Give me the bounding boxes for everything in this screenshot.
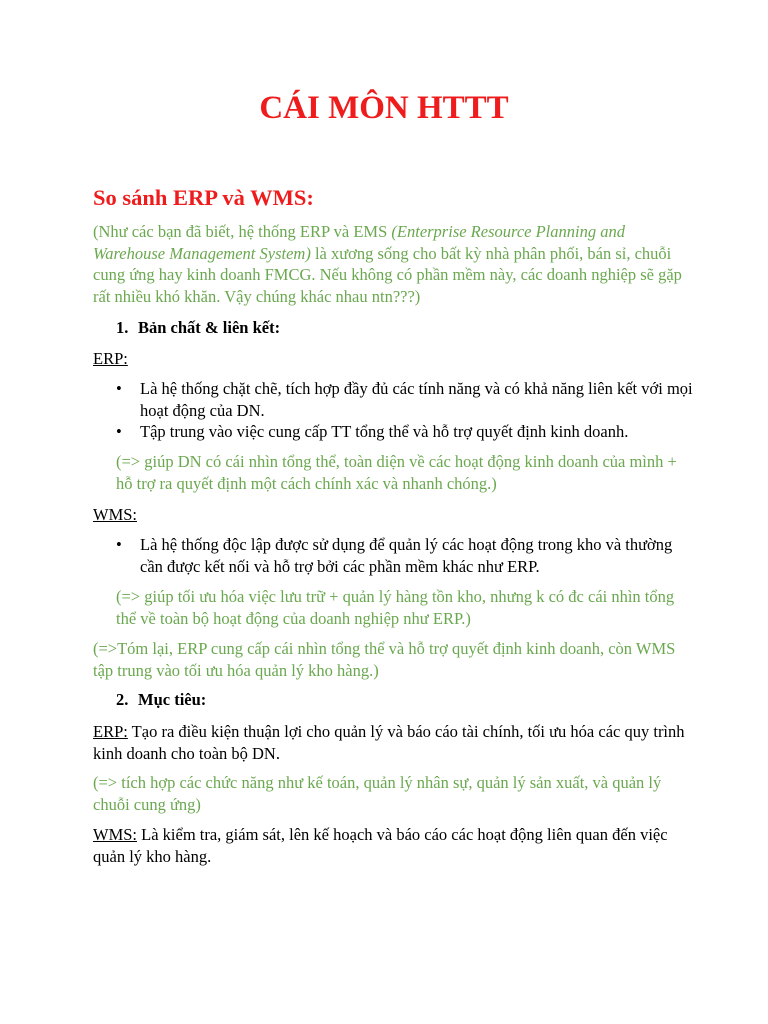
bullet-text: Là hệ thống độc lập được sử dụng để quản lý các hoạt động trong kho và thường cần được kết nối và hỗ trợ bởi các phần mềm khác như ERP. — [140, 535, 673, 576]
erp-note: (=> giúp DN có cái nhìn tổng thể, toàn diện về các hoạt động kinh doanh của mình + hỗ trợ ra quyết định một cách chính xác và nhanh chóng.) — [116, 452, 677, 493]
intro-rest: là xương sống cho bất kỳ nhà phân phối, bán sỉ, chuỗi cung ứng hay kinh doanh FMCG. Nếu không có phần mềm này, các doanh nghiệp sẽ gặp rất nhiều khó khăn. Vậy chúng khác nhau ntn???) — [93, 243, 682, 306]
intro-italic: (Enterprise Resource Planning and Warehouse Management System) — [93, 222, 625, 263]
list-item — [116, 534, 696, 577]
erp-label: ERP: — [93, 349, 128, 368]
erp-goal-label: ERP: — [93, 722, 128, 741]
wms-label: WMS: — [93, 505, 138, 524]
wms-goal-label: WMS: — [93, 825, 138, 844]
wms-goal — [93, 824, 693, 867]
erp-goal — [93, 721, 693, 764]
wms-note: (=> giúp tối ưu hóa việc lưu trữ + quản lý hàng tồn kho, nhưng k có đc cái nhìn tổng thể về toàn bộ hoạt động của doanh nghiệp như ERP.) — [116, 587, 675, 628]
section-heading: So sánh ERP và WMS: — [93, 185, 314, 210]
wms-goal-text: Là kiểm tra, giám sát, lên kế hoạch và báo cáo các hoạt động liên quan đến việc quản lý kho hàng. — [93, 825, 668, 866]
intro-paragraph — [93, 221, 693, 307]
section-2-heading — [116, 689, 206, 711]
bullet-text: Là hệ thống chặt chẽ, tích hợp đầy đủ các tính năng và có khả năng liên kết với mọi hoạt động của DN. — [140, 379, 693, 420]
summary-note: (=>Tóm lại, ERP cung cấp cái nhìn tổng thể và hỗ trợ quyết định kinh doanh, còn WMS tập trung vào tối ưu hóa quản lý kho hàng.) — [93, 639, 676, 680]
section-2-title: Mục tiêu: — [138, 690, 207, 709]
erp-goal-text: Tạo ra điều kiện thuận lợi cho quản lý và báo cáo tài chính, tối ưu hóa các quy trình kinh doanh cho toàn bộ DN. — [93, 722, 685, 763]
bullet-icon: • — [116, 422, 122, 441]
section-1-heading — [116, 317, 280, 339]
list-item — [116, 421, 696, 443]
intro-open: (Như các bạn đã biết, hệ thống ERP và EMS — [93, 222, 392, 241]
section-1-title: Bản chất & liên kết: — [138, 318, 281, 337]
section-1-number: 1. — [116, 318, 129, 337]
bullet-icon: • — [116, 379, 122, 398]
document-title: CÁI MÔN HTTT — [259, 90, 509, 126]
erp-goal-note: (=> tích hợp các chức năng như kế toán, quản lý nhân sự, quản lý sản xuất, và quản lý chuỗi cung ứng) — [93, 773, 662, 814]
bullet-text: Tập trung vào việc cung cấp TT tổng thể và hỗ trợ quyết định kinh doanh. — [140, 422, 629, 441]
section-2-number: 2. — [116, 690, 129, 709]
bullet-icon: • — [116, 535, 122, 554]
list-item — [116, 378, 696, 421]
